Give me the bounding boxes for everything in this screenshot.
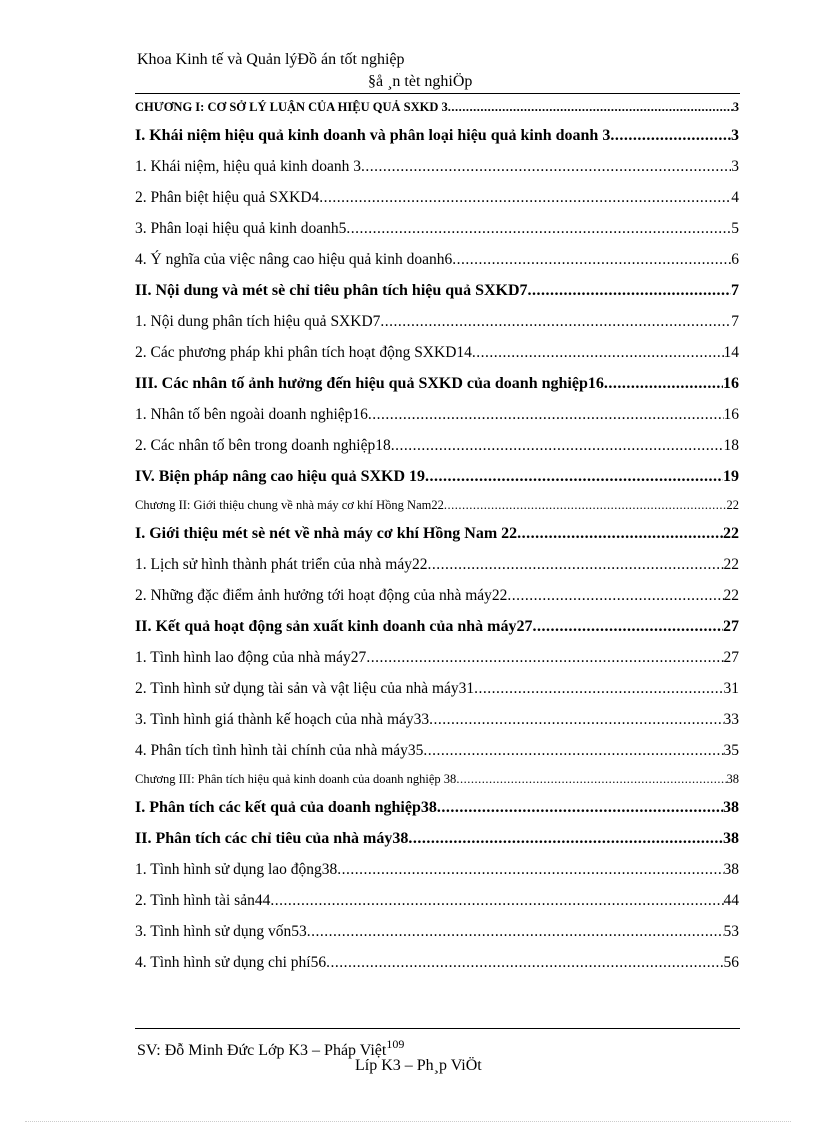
toc-entry-title: 3. Phân loại hiệu quả kinh doanh5 (135, 220, 347, 237)
toc-entry[interactable] (135, 461, 739, 492)
toc-dot-leader (532, 611, 723, 642)
toc-entry[interactable] (135, 492, 739, 518)
toc-entry-page: 22 (723, 556, 739, 573)
toc-dot-leader (472, 337, 724, 368)
toc-entry-page: 7 (731, 313, 739, 330)
toc-entry-title: 2. Tình hình sử dụng tài sản và vật liệu của nhà máy31 (135, 680, 475, 697)
toc-entry-page: 3 (732, 100, 739, 114)
footer-page-number: 109 (386, 1037, 405, 1051)
toc-entry-page: 22 (726, 498, 739, 512)
toc-entry[interactable] (135, 735, 739, 766)
footer-author: SV: Đỗ Minh Đức Lớp K3 – Pháp Việt (137, 1042, 387, 1059)
toc-dot-leader (448, 94, 733, 120)
toc-entry-title: 2. Các phương pháp khi phân tích hoạt động SXKD14 (135, 344, 472, 361)
toc-entry[interactable] (135, 854, 739, 885)
toc-entry-title: IV. Biện pháp nâng cao hiệu quả SXKD 19 (135, 468, 426, 485)
toc-entry-page: 19 (723, 468, 739, 485)
toc-dot-leader (610, 120, 731, 151)
toc-dot-leader (456, 766, 726, 792)
toc-entry-page: 38 (723, 799, 739, 816)
toc-entry-page: 5 (731, 220, 739, 237)
toc-entry-title: 1. Lịch sử hình thành phát triển của nhà máy22 (135, 556, 428, 573)
toc-dot-leader (429, 704, 723, 735)
toc-entry-title: 1. Tình hình lao động của nhà máy27 (135, 649, 367, 666)
toc-entry-page: 6 (731, 251, 739, 268)
toc-entry-title: II. Kết quả hoạt động sản xuất kinh doanh của nhà máy27 (135, 618, 533, 635)
toc-entry-title: 4. Ý nghĩa của việc nâng cao hiệu quả kinh doanh6 (135, 251, 453, 268)
toc-dot-leader (361, 151, 731, 182)
toc-entry-title: 2. Những đặc điểm ảnh hưởng tới hoạt động của nhà máy22 (135, 587, 508, 604)
toc-entry-page: 7 (731, 282, 739, 299)
toc-dot-leader (337, 854, 723, 885)
toc-entry[interactable] (135, 306, 739, 337)
toc-entry-title: 3. Tình hình giá thành kế hoạch của nhà máy33 (135, 711, 430, 728)
table-of-contents (135, 94, 739, 978)
toc-entry-title: 1. Khái niệm, hiệu quả kinh doanh 3 (135, 158, 361, 175)
toc-entry[interactable] (135, 94, 739, 120)
toc-entry-title: Chương II: Giới thiệu chung về nhà máy cơ khí Hồng Nam22 (135, 498, 444, 512)
toc-dot-leader (423, 735, 723, 766)
toc-entry-title: 2. Tình hình tài sản44 (135, 892, 271, 909)
toc-entry[interactable] (135, 611, 739, 642)
toc-entry-page: 4 (731, 189, 739, 206)
toc-entry-title: 2. Các nhân tố bên trong doanh nghiệp18 (135, 437, 391, 454)
toc-entry-page: 22 (723, 525, 739, 542)
toc-entry[interactable] (135, 704, 739, 735)
toc-entry-title: II. Phân tích các chỉ tiêu của nhà máy38 (135, 830, 409, 847)
toc-dot-leader (474, 673, 723, 704)
toc-entry-title: 2. Phân biệt hiệu quả SXKD4 (135, 189, 320, 206)
toc-entry-title: I. Phân tích các kết quả của doanh nghiệp38 (135, 799, 437, 816)
toc-entry[interactable] (135, 549, 739, 580)
toc-dot-leader (366, 642, 723, 673)
toc-entry[interactable] (135, 151, 739, 182)
toc-entry[interactable] (135, 275, 739, 306)
footer-rule (135, 1028, 740, 1029)
toc-entry-page: 31 (723, 680, 739, 697)
toc-entry-title: I. Giới thiệu mét sè nét về nhà máy cơ khí Hồng Nam 22 (135, 525, 518, 542)
toc-entry-page: 22 (723, 587, 739, 604)
toc-entry[interactable] (135, 182, 739, 213)
toc-entry-page: 16 (723, 406, 739, 423)
toc-dot-leader (428, 549, 724, 580)
toc-entry-page: 53 (723, 923, 739, 940)
toc-entry-title: I. Khái niệm hiệu quả kinh doanh và phân loại hiệu quả kinh doanh 3 (135, 127, 611, 144)
toc-dot-leader (380, 306, 731, 337)
toc-entry-title: 1. Nội dung phân tích hiệu quả SXKD7 (135, 313, 381, 330)
toc-entry-page: 56 (723, 954, 739, 971)
footer-line-2: Líp K3 – Ph¸p ViÖt (355, 1057, 482, 1074)
header-line-2: §å ¸n tèt nghiÖp (368, 73, 473, 90)
toc-entry[interactable] (135, 430, 739, 461)
toc-entry[interactable] (135, 368, 739, 399)
toc-entry-page: 18 (723, 437, 739, 454)
header-line-1: Khoa Kinh tế và Quản lýĐồ án tốt nghiệp (137, 51, 405, 68)
toc-entry-page: 38 (723, 861, 739, 878)
toc-dot-leader (517, 518, 723, 549)
toc-entry-page: 27 (723, 618, 739, 635)
toc-dot-leader (425, 461, 723, 492)
toc-entry-page: 38 (723, 830, 739, 847)
toc-entry-title: CHƯƠNG I: CƠ SỞ LÝ LUẬN CỦA HIỆU QUẢ SXKD 3 (135, 100, 448, 114)
toc-entry-page: 38 (726, 772, 739, 786)
toc-entry[interactable] (135, 642, 739, 673)
toc-dot-leader (507, 580, 723, 611)
toc-entry-title: 3. Tình hình sử dụng vốn53 (135, 923, 307, 940)
toc-entry[interactable] (135, 518, 739, 549)
toc-dot-leader (391, 430, 724, 461)
toc-dot-leader (452, 244, 731, 275)
toc-dot-leader (326, 947, 723, 978)
toc-entry[interactable] (135, 916, 739, 947)
toc-entry-page: 14 (723, 344, 739, 361)
toc-dot-leader (408, 823, 723, 854)
page-edge-divider (25, 1121, 791, 1122)
toc-entry[interactable] (135, 399, 739, 430)
toc-dot-leader (528, 275, 731, 306)
toc-entry-page: 16 (723, 375, 739, 392)
toc-entry-title: 1. Tình hình sử dụng lao động38 (135, 861, 338, 878)
toc-entry[interactable] (135, 823, 739, 854)
toc-entry-title: 1. Nhân tố bên ngoài doanh nghiệp16 (135, 406, 368, 423)
toc-entry[interactable] (135, 337, 739, 368)
toc-entry[interactable] (135, 213, 739, 244)
toc-entry-page: 35 (723, 742, 739, 759)
toc-entry[interactable] (135, 580, 739, 611)
toc-entry-page: 27 (723, 649, 739, 666)
toc-entry-title: 4. Phân tích tình hình tài chính của nhà máy35 (135, 742, 424, 759)
toc-entry-page: 3 (731, 158, 739, 175)
toc-entry-title: II. Nội dung và mét sè chỉ tiêu phân tích hiệu quả SXKD7 (135, 282, 528, 299)
toc-dot-leader (346, 213, 731, 244)
toc-dot-leader (319, 182, 731, 213)
toc-dot-leader (437, 792, 723, 823)
toc-entry-title: Chương III: Phân tích hiệu quả kinh doanh của doanh nghiệp 38 (135, 772, 457, 786)
toc-entry[interactable] (135, 673, 739, 704)
toc-dot-leader (368, 399, 724, 430)
toc-entry-page: 44 (723, 892, 739, 909)
toc-entry-title: III. Các nhân tố ảnh hưởng đến hiệu quả SXKD của doanh nghiệp16 (135, 375, 604, 392)
toc-entry[interactable] (135, 792, 739, 823)
toc-dot-leader (307, 916, 724, 947)
toc-entry[interactable] (135, 885, 739, 916)
toc-entry-page: 33 (723, 711, 739, 728)
toc-entry-page: 3 (731, 127, 739, 144)
toc-entry[interactable] (135, 244, 739, 275)
toc-dot-leader (604, 368, 723, 399)
toc-entry[interactable] (135, 947, 739, 978)
toc-entry[interactable] (135, 120, 739, 151)
toc-dot-leader (270, 885, 723, 916)
toc-entry[interactable] (135, 766, 739, 792)
toc-dot-leader (444, 492, 727, 518)
toc-entry-title: 4. Tình hình sử dụng chi phí56 (135, 954, 327, 971)
